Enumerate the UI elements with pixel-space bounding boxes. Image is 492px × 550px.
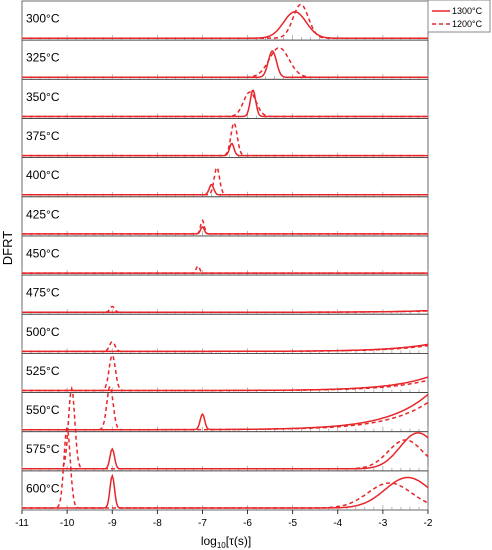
legend-entry-1300: 1300°C	[452, 6, 483, 16]
panel-9-frame	[22, 314, 428, 353]
panel-6-series-1200	[22, 221, 428, 234]
panel-10-series-1200	[22, 355, 428, 390]
panel-8-series-1200	[22, 307, 428, 313]
panel-7-series-1200	[22, 266, 428, 273]
panel-2-label: 325°C	[26, 50, 60, 65]
panel-1-series-1200	[22, 5, 428, 39]
panel-5-series-1200	[22, 168, 428, 195]
panel-7-frame	[22, 236, 428, 275]
panel-5-series-1300	[22, 185, 428, 195]
panel-13-series-1300	[22, 476, 428, 508]
panel-5-frame	[22, 158, 428, 197]
x-tick-label: -3	[378, 518, 388, 529]
x-tick-label: -4	[333, 518, 343, 529]
panel-3-series-1300	[22, 91, 428, 117]
legend-entry-1200: 1200°C	[452, 19, 483, 29]
panel-4-series-1300	[22, 144, 428, 156]
panel-3-label: 350°C	[26, 89, 60, 104]
x-tick-label: -8	[152, 518, 162, 529]
x-tick-label: -2	[423, 518, 433, 529]
x-axis-label-rest: [τ(s)]	[225, 534, 252, 548]
x-axis	[15, 510, 433, 529]
panel-1-frame	[22, 1, 428, 40]
panel-6-frame	[22, 197, 428, 236]
panel-12-frame	[22, 432, 428, 471]
panels-group	[22, 1, 428, 510]
panel-9-label: 500°C	[26, 324, 60, 339]
panel-10-label: 525°C	[26, 363, 60, 378]
panel-4-frame	[22, 118, 428, 157]
panel-13-label: 600°C	[26, 481, 60, 496]
panel-11-series-1300	[22, 394, 428, 429]
panel-6-label: 425°C	[26, 207, 60, 222]
panel-10-frame	[22, 353, 428, 392]
panel-3-series-1200	[22, 89, 428, 116]
x-tick-label: -7	[197, 518, 207, 529]
panel-13-frame	[22, 471, 428, 510]
x-tick-label: -9	[107, 518, 117, 529]
panel-11-series-1200	[22, 387, 428, 430]
panel-1-label: 300°C	[26, 11, 60, 26]
panel-2-series-1300	[22, 51, 428, 77]
x-tick-label: -11	[15, 518, 29, 529]
panel-9-series-1300	[22, 344, 428, 351]
x-tick-label: -10	[59, 518, 75, 529]
panel-3-frame	[22, 79, 428, 118]
legend	[428, 0, 490, 32]
panel-12-label: 575°C	[26, 442, 60, 457]
panel-11-label: 550°C	[26, 403, 60, 418]
panel-12-series-1200	[22, 389, 428, 469]
y-axis-label: DFRT	[0, 230, 15, 266]
x-tick-label: -5	[288, 518, 298, 529]
x-axis-label-base: log	[200, 534, 217, 548]
panel-1-series-1300	[22, 12, 428, 38]
panel-4-series-1200	[22, 123, 428, 156]
panel-7-label: 450°C	[26, 246, 60, 261]
panel-4-label: 375°C	[26, 128, 60, 143]
panel-8-frame	[22, 275, 428, 314]
x-tick-label: -6	[243, 518, 253, 529]
x-axis-label	[201, 534, 251, 550]
panel-2-series-1200	[22, 48, 428, 78]
panel-5-label: 400°C	[26, 168, 60, 183]
panel-8-label: 475°C	[26, 285, 60, 300]
panel-12-series-1300	[22, 433, 428, 469]
panel-11-frame	[22, 393, 428, 432]
panel-6-series-1300	[22, 227, 428, 234]
panel-2-frame	[22, 40, 428, 79]
x-axis-label-sub: 10	[216, 541, 226, 550]
